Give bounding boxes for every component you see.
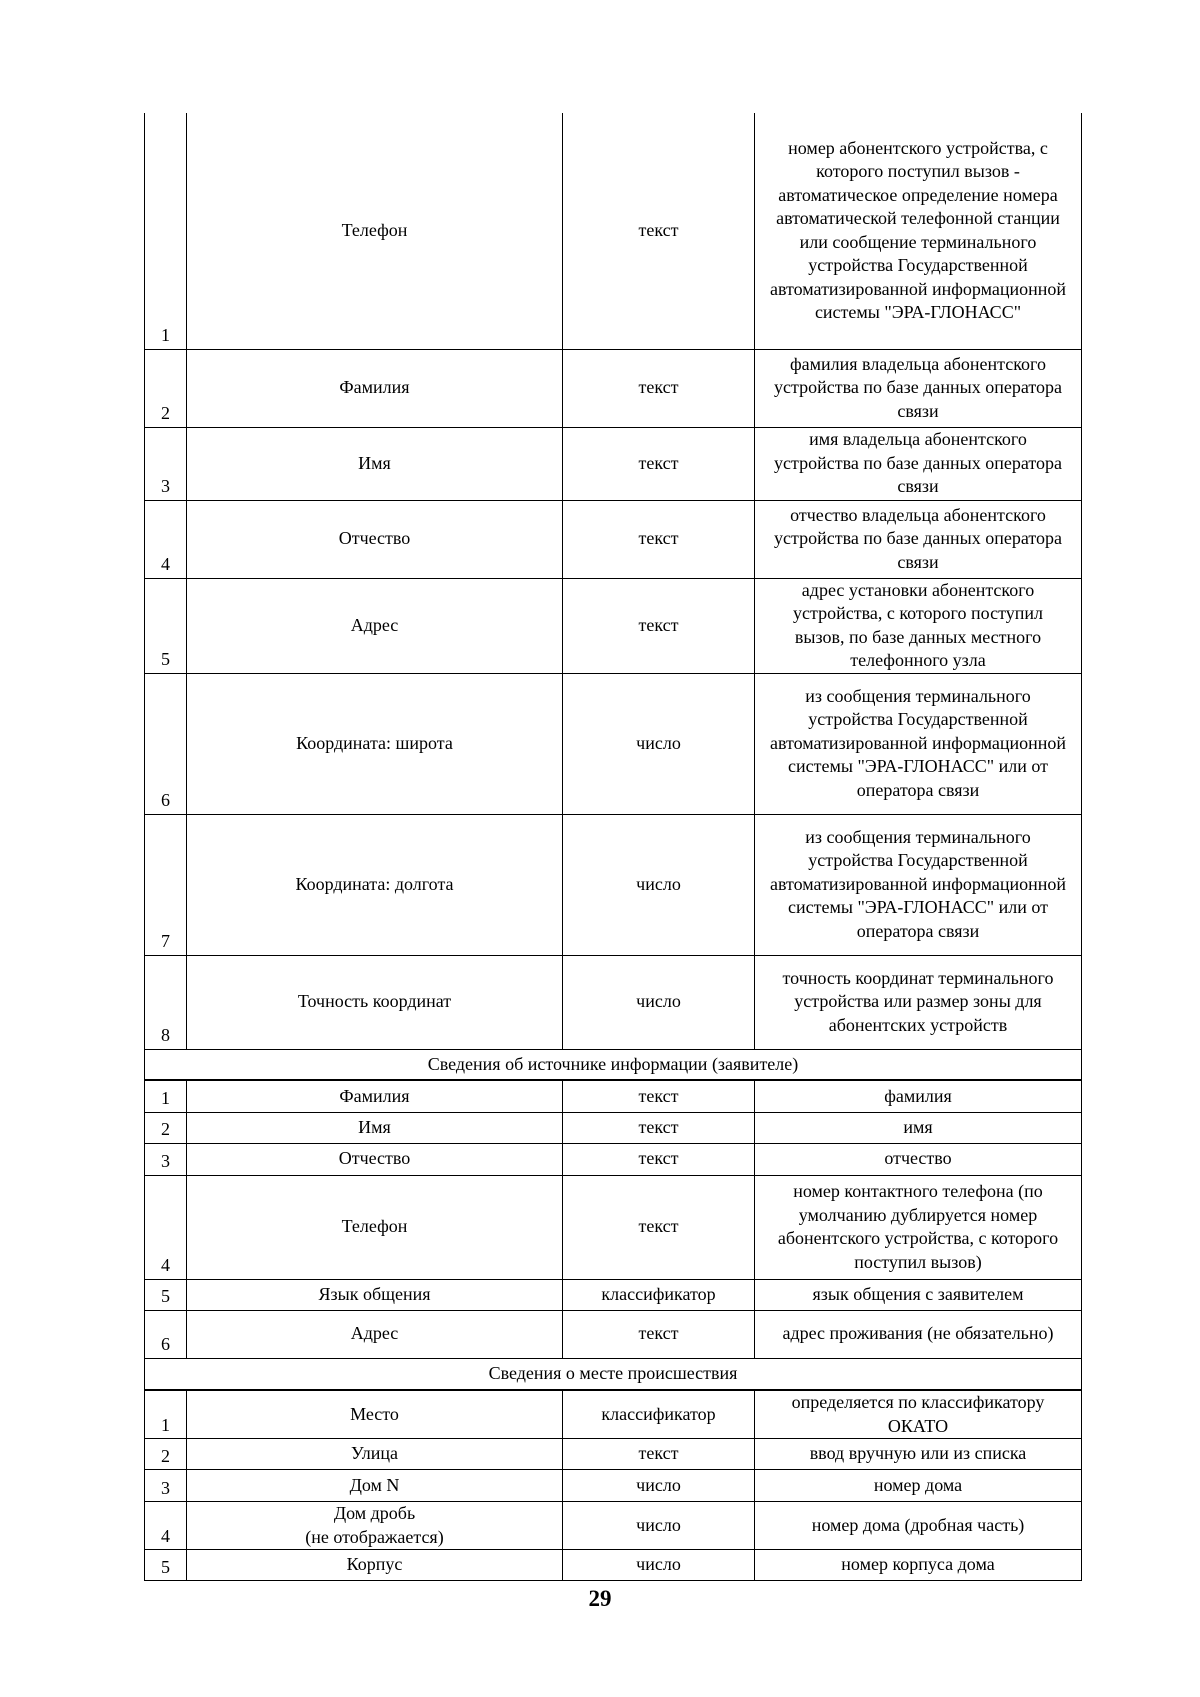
field-type: число <box>563 955 755 1049</box>
field-type: текст <box>563 349 755 427</box>
row-number: 6 <box>145 1310 187 1358</box>
field-type: текст <box>563 1143 755 1175</box>
field-description: имя <box>755 1112 1082 1143</box>
field-type: классификатор <box>563 1279 755 1310</box>
field-type: классификатор <box>563 1390 755 1439</box>
field-description: ввод вручную или из списка <box>755 1439 1082 1470</box>
table-row <box>145 578 1082 673</box>
row-number: 6 <box>145 673 187 814</box>
field-description: точность координат терминального устройства или размер зоны для абонентских устройств <box>755 955 1082 1049</box>
row-number: 1 <box>145 113 187 349</box>
table-row <box>145 1470 1082 1502</box>
field-description: номер контактного телефона (по умолчанию дублируется номер абонентского устройства, с которого поступил вызов) <box>755 1175 1082 1279</box>
field-name: Отчество <box>187 500 563 578</box>
field-name: Фамилия <box>187 349 563 427</box>
field-type: число <box>563 673 755 814</box>
table-row <box>145 1112 1082 1143</box>
row-number: 4 <box>145 1175 187 1279</box>
field-type: текст <box>563 1175 755 1279</box>
table-row <box>145 814 1082 955</box>
section-header-row <box>145 1358 1082 1390</box>
field-type: текст <box>563 1439 755 1470</box>
row-number: 8 <box>145 955 187 1049</box>
field-name: Улица <box>187 1439 563 1470</box>
row-number: 2 <box>145 1439 187 1470</box>
row-number: 7 <box>145 814 187 955</box>
table-row <box>145 1310 1082 1358</box>
field-name: Точность координат <box>187 955 563 1049</box>
row-number: 3 <box>145 1470 187 1502</box>
field-name: Корпус <box>187 1550 563 1581</box>
field-name: Место <box>187 1390 563 1439</box>
field-type: число <box>563 1470 755 1502</box>
field-name: Имя <box>187 1112 563 1143</box>
table-row <box>145 113 1082 349</box>
field-type: число <box>563 1502 755 1550</box>
table-row <box>145 1279 1082 1310</box>
page-number: 29 <box>588 1586 612 1611</box>
field-type: число <box>563 1550 755 1581</box>
field-description: имя владельца абонентского устройства по базе данных оператора связи <box>755 427 1082 500</box>
field-type: число <box>563 814 755 955</box>
row-number: 4 <box>145 1502 187 1550</box>
row-number: 4 <box>145 500 187 578</box>
row-number: 5 <box>145 1550 187 1581</box>
row-number: 2 <box>145 349 187 427</box>
field-name: Язык общения <box>187 1279 563 1310</box>
field-description: адрес проживания (не обязательно) <box>755 1310 1082 1358</box>
table-row <box>145 427 1082 500</box>
field-description: определяется по классификатору ОКАТО <box>755 1390 1082 1439</box>
field-type: текст <box>563 1080 755 1112</box>
table-row <box>145 955 1082 1049</box>
field-type: текст <box>563 427 755 500</box>
table-row <box>145 1550 1082 1581</box>
row-number: 2 <box>145 1112 187 1143</box>
section-title-place: Сведения о месте происшествия <box>145 1358 1082 1390</box>
field-description: отчество <box>755 1143 1082 1175</box>
table-row <box>145 1143 1082 1175</box>
field-type: текст <box>563 578 755 673</box>
field-description: номер корпуса дома <box>755 1550 1082 1581</box>
table-row <box>145 1080 1082 1112</box>
field-description: номер дома (дробная часть) <box>755 1502 1082 1550</box>
field-name: Отчество <box>187 1143 563 1175</box>
table-row <box>145 349 1082 427</box>
field-description: фамилия владельца абонентского устройства по базе данных оператора связи <box>755 349 1082 427</box>
field-name: Адрес <box>187 1310 563 1358</box>
table-row <box>145 1390 1082 1439</box>
field-description: из сообщения терминального устройства Государственной автоматизированной информационной системы "ЭРА-ГЛОНАСС" или от оператора связи <box>755 814 1082 955</box>
table-row <box>145 673 1082 814</box>
field-type: текст <box>563 500 755 578</box>
field-name: Дом дробь (не отображается) <box>187 1502 563 1550</box>
row-number: 5 <box>145 578 187 673</box>
field-name: Дом N <box>187 1470 563 1502</box>
field-name: Адрес <box>187 578 563 673</box>
field-description: адрес установки абонентского устройства, с которого поступил вызов, по базе данных местного телефонного узла <box>755 578 1082 673</box>
row-number: 3 <box>145 427 187 500</box>
field-name: Координата: широта <box>187 673 563 814</box>
field-description: номер дома <box>755 1470 1082 1502</box>
field-type: текст <box>563 113 755 349</box>
table-row <box>145 500 1082 578</box>
field-type: текст <box>563 1310 755 1358</box>
field-name: Фамилия <box>187 1080 563 1112</box>
field-name: Телефон <box>187 1175 563 1279</box>
row-number: 5 <box>145 1279 187 1310</box>
field-name: Имя <box>187 427 563 500</box>
row-number: 1 <box>145 1390 187 1439</box>
field-description: язык общения с заявителем <box>755 1279 1082 1310</box>
section-title-applicant: Сведения об источнике информации (заявителе) <box>145 1049 1082 1080</box>
row-number: 3 <box>145 1143 187 1175</box>
section-header-row <box>145 1049 1082 1080</box>
table-row <box>145 1439 1082 1470</box>
field-description: из сообщения терминального устройства Государственной автоматизированной информационной системы "ЭРА-ГЛОНАСС" или от оператора связи <box>755 673 1082 814</box>
table-row <box>145 1175 1082 1279</box>
field-description: номер абонентского устройства, с которого поступил вызов - автоматическое определение номера автоматической телефонной станции или сообщение терминального устройства Государственной автоматизированной информационной системы "ЭРА-ГЛОНАСС" <box>755 113 1082 349</box>
field-description: фамилия <box>755 1080 1082 1112</box>
field-name: Телефон <box>187 113 563 349</box>
field-description: отчество владельца абонентского устройства по базе данных оператора связи <box>755 500 1082 578</box>
field-name: Координата: долгота <box>187 814 563 955</box>
data-table <box>144 113 1082 1581</box>
field-type: текст <box>563 1112 755 1143</box>
row-number: 1 <box>145 1080 187 1112</box>
table-row <box>145 1502 1082 1550</box>
